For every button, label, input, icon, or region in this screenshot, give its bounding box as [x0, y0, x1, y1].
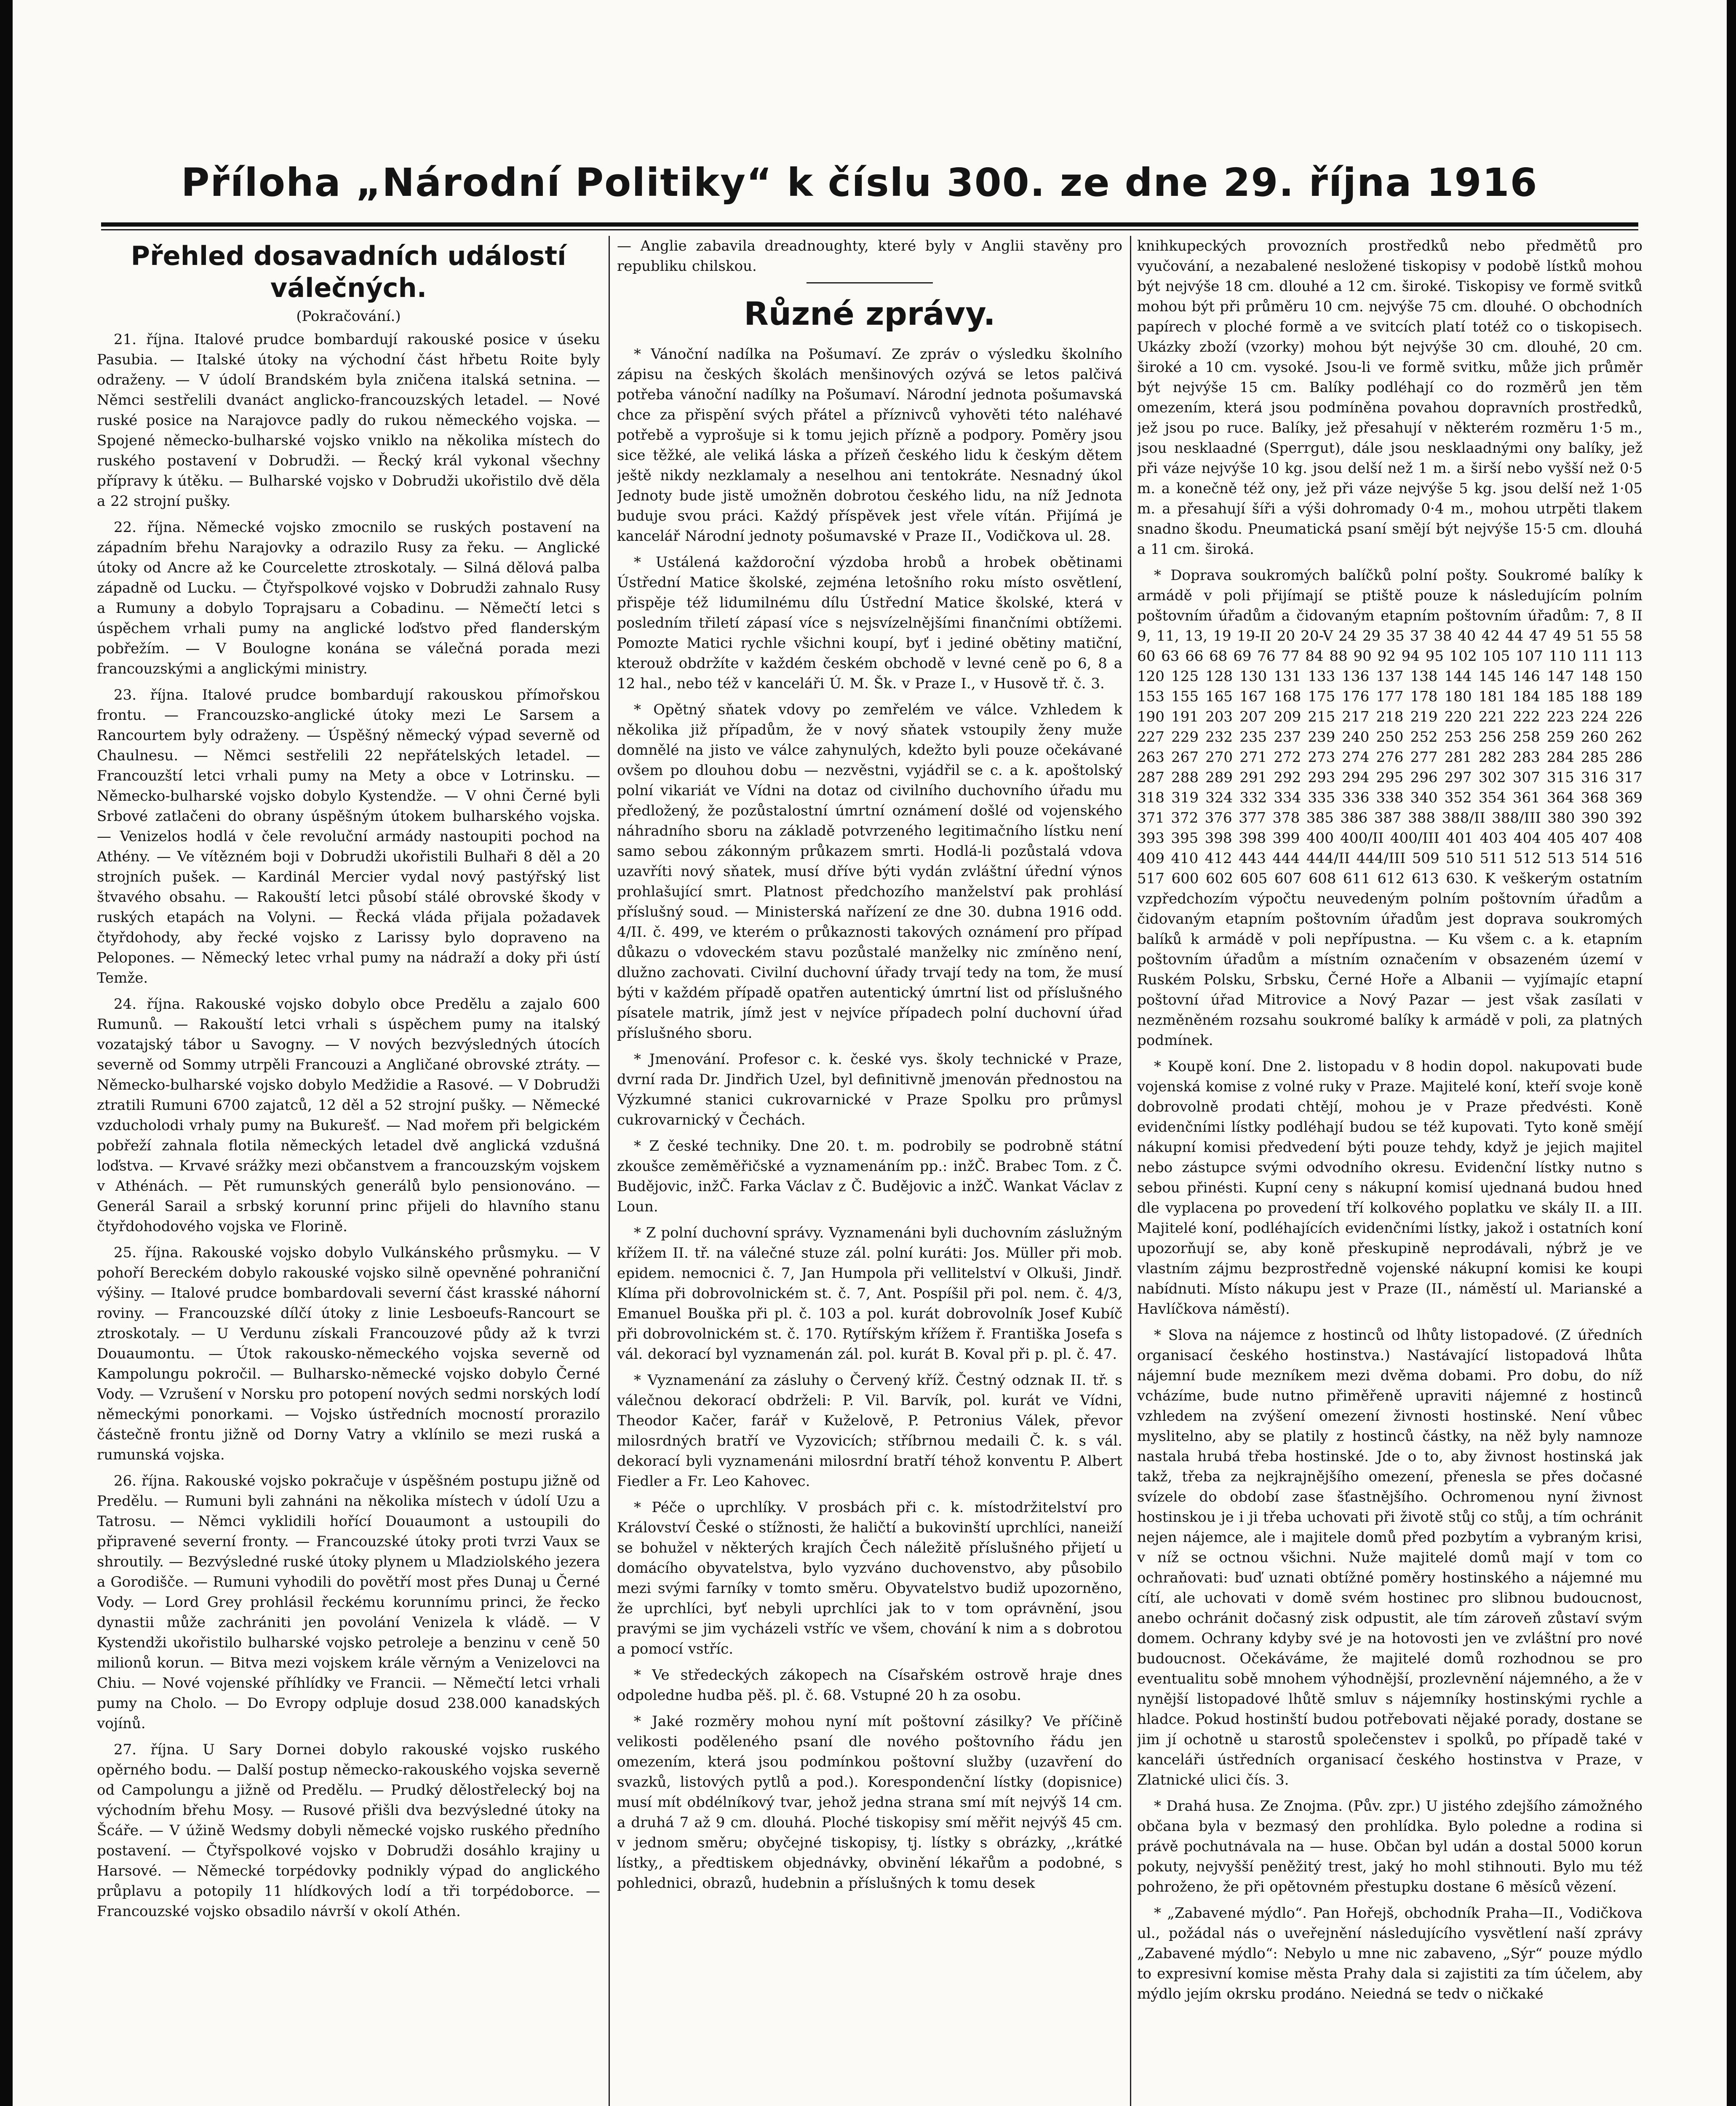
- column-3: [1137, 236, 1643, 2106]
- news-item: * „Zabavené mýdlo“. Pan Hořejš, obchodník Praha—II., Vodičkova ul., požádal nás o uveřejnění následujícího vysvětlení naší zprávy „Zabavené mýdlo“: Nebylo u mne nic zabaveno, „Sýr“ pouze mýdlo to expresivní komise města Prahy dala si zajistiti za tím účelem, aby mýdlo jejím okrsku prodáno. Neiedná se tedv o ničkaké: [1137, 1905, 1643, 2002]
- masthead-rule-thin: [101, 229, 1638, 230]
- news-item: * Z polní duchovní správy. Vyznamenáni byli duchovním záslužným křížem II. tř. na válečné stuze zál. polní kuráti: Jos. Müller při mob. epidem. nemocnici č. 7, Jan Humpola při vellitelství v Olkuši, Jindř. Klíma při dobrovolnickém st. č. 7, Ant. Pospíšil při pol. nem. č. 4/3, Emanuel Bouška při pl. č. 103 a pol. kurát dobrovolník Josef Kubíč při dobrovolnickém st. č. 170. Rytířským křížem ř. Františka Josefa s vál. dekorací byl vyznamenán zál. pol. kurát B. Koval při p. pl. č. 47.: [617, 1224, 1122, 1363]
- column-divider: [609, 236, 610, 2106]
- news-item: * Drahá husa. Ze Znojma. (Pův. zpr.) U jistého zdejšího zámožného občana byla v bezmasý den prohlídka. Bylo poledne a rodina si právě pochutnávala na — huse. Občan byl udán a dostal 5000 korun pokuty, nejvyšší peněžitý trest, jaký ho mohl stihnouti. Bylo mu též pohroženo, že při opětovném přestupku dostane 6 měsíců vězení.: [1137, 1798, 1643, 1895]
- war-entry: 21. října. Italové prudce bombardují rakouské posice v úseku Pasubia. — Italské útoky na východní část hřbetu Roite byly odraženy. — V údolí Brandském byla zničena italská setnina. — Němci sestřelili dvanáct anglicko-francouzských letadel. — Nové ruské posice na Narajovce padly do rukou německého vojska. — Spojené německo-bulharské vojsko vniklo na několika místech do ruského postavení v Dobrudži. — Řecký král vykonal všechny přípravy k útěku. — Bulharské vojsko v Dobrudži ukořistilo dvě děla a 22 strojní pušky.: [97, 331, 600, 510]
- news-heading: Různé zprávy.: [744, 295, 996, 332]
- news-item: * Doprava soukromých balíčků polní pošty. Soukromé balíky k armádě v poli přijímají se ptiště pouze k následujícím polním poštovním úřadům a čidovaným etapním poštovním úřadům: 7, 8 II 9, 11, 13, 19 19-II 20 20-V 24 29 35 37 38 40 42 44 47 49 51 55 58 60 63 66 68 69 76 77 84 88 90 92 94 95 102 105 107 110 111 113 120 125 128 130 131 133 136 137 138 144 145 146 147 148 150 153 155 165 167 168 175 176 177 178 180 181 184 185 188 189 190 191 203 207 209 215 217 218 219 220 221 222 223 224 226 227 229 232 235 237 239 240 250 252 253 256 258 259 260 262 263 267 270 271 272 273 274 276 277 281 282 283 284 285 286 287 288 289 291 292 293 294 295 296 297 302 307 315 316 317 318 319 324 332 334 335 336 338 340 352 354 361 364 368 369 371 372 376 377 378 385 386 387 388 388/II 388/III 380 390 392 393 395 398 398 399 400 400/II 400/III 401 403 404 405 407 408 409 410 412 443 444 444/II 444/III 509 510 511 512 513 514 516 517 600 602 605 607 608 611 612 613 630. K veškerým ostatním vzpředchozím výpočtu neuvedeným polním poštovním úřadům a čidovaným etapním poštovním úřadům jest doprava soukromých balíků k armádě v poli nepřípustna. — Ku všem c. a k. etapním poštovním úřadům a místním označením v obsazeném území v Ruském Polsku, Srbsku, Černé Hoře a Albanii — vyjímajíc etapní poštovní úřad Mitrovice a Nový Pazar — jest však zasílati v nezměněném rozsahu soukromé balíky k armádě v poli, za platných podmínek.: [1137, 567, 1643, 1049]
- war-entry: 22. října. Německé vojsko zmocnilo se ruských postavení na západním břehu Narajovky a odrazilo Rusy za řeku. — Anglické útoky od Ancre až ke Courcelette ztroskotaly. — Silná dělová palba západně od Lucku. — Čtyřspolkové vojsko v Dobrudži zahnalo Rusy a Rumuny a dobylo Toprajsaru a Cobadinu. — Němečtí letci s úspěchem vrhali pumy na anglické loďstvo před flanderským pobřežím. — V Boulogne konána se válečná porada mezi francouzskými a anglickými ministry.: [97, 519, 600, 677]
- news-item: * Ustálená každoroční výzdoba hrobů a hrobek obětinami Ústřední Matice školské, zejména letošního roku místo osvětlení, přispěje též lidumilnému dílu Ústřední Matice školské, která v posledním třiletí zápasí více s nejsvízelnějšími finančními obtížemi. Pomozte Matici rychle všichni koupí, byť i jediné obětiny matiční, kterouž obdržíte v každém českém obchodě v levné ceně po 6, 8 a 12 hal., nebo též v kanceláři Ú. M. Šk. v Praze I., v Husově tř. č. 3.: [617, 554, 1122, 692]
- war-entry: 25. října. Rakouské vojsko dobylo Vulkánského průsmyku. — V pohoří Bereckém dobylo rakouské vojsko silně opevněné pohraniční výšiny. — Italové prudce bombardovali severní část krasské náhorní roviny. — Francouzské dílčí útoky z linie Lesboeufs-Rancourt se ztroskotaly. — U Verdunu získali Francouzové půdy až k tvrzi Douaumontu. — Útok rakousko-německého vojska severně od Kampolungu pokročil. — Bulharsko-německé vojsko dobylo Černé Vody. — Vzrušení v Norsku pro potopení nových sedmi norských lodí německými ponorkami. — Vojsko ústředních mocností prorazilo částečně frontu jižně od Dorny Vatry a vklínilo se mezi ruská a rumunská vojska.: [97, 1244, 600, 1463]
- masthead: Příloha „Národní Politiky“ k číslu 300. ze dne 29. října 1916: [181, 160, 1538, 205]
- news-item: * Jaké rozměry mohou nyní mít poštovní zásilky? Ve příčině velikosti poděleného psaní dle nového poštovního řádu jen omezením, která jsou podmínkou poštovní služby (uzavření do svazků, listových pytlů a pod.). Korespondenční lístky (dopisnice) musí mít obdélníkový tvar, jehož jedna strana smí mít nejvýš 14 cm. a druhá 7 až 9 cm. dlouhá. Ploché tiskopisy smí měřit nejvýš 45 cm. v jednom směru; obyčejné tiskopisy, tj. lístky s obrázky, ,,krátké lístky,, a předtiskem objednávky, obvinění lékařům a podobné, s pohlednici, obrazů, hudebnin a příslušných k tomu desek: [617, 1713, 1122, 1892]
- news-item: * Koupě koní. Dne 2. listopadu v 8 hodin dopol. nakupovati bude vojenská komise z volné ruky v Praze. Majitelé koní, kteří svoje koně dobrovolně prodati chtějí, mohou je v Praze předvésti. Koně evidenčními lístky podléhají budou se též kupovati. Tyto koně smějí nákupní komisi předvedení býti pouze tehdy, když je jejich majitel nebo zástupce svými odvodního okresu. Evidenční lístky nutno s sebou přinésti. Kupní ceny s nákupní komisí ujednaná budou hned dle vyplacena po provedení tří kolkového poplatku ve skály II. a III. Majitelé koní, podléhajících evidenčními lístky, jakož i ostatních koní upozorňují se, aby koně přeskupině neprodávali, nýbrž je ve vlastním zájmu bezprostředně vojenské nákupní komisi ke koupi nabídnuti. Místo nákupu jest v Praze (II., náměstí ul. Marianské a Havlíčkova náměstí).: [1137, 1058, 1643, 1318]
- news-item: * Péče o uprchlíky. V prosbách při c. k. místodržitelství pro Království České o stížnosti, že haličtí a bukovinští uprchlíci, naneiží se bohužel v některých krajích Čech náležitě příslušného přijetí u domácího obyvatelstva, bylo vyzváno duchovenstvo, aby působilo mezi svými farníky v tomto směru. Obyvatelstvo budiž upozorněno, že uprchlíci, byť nebyli uprchlíci jak to v tom oprávnění, jsou pravými se jim vycházeli vstříc ve všem, chování k nim a s dobrotou a pomocí vstříc.: [617, 1499, 1122, 1657]
- war-entry-continued: — Anglie zabavila dreadnoughty, které byly v Anglii stavěny pro republiku chilskou.: [617, 238, 1122, 275]
- news-item: * Vánoční nadílka na Pošumaví. Ze zpráv o výsledku školního zápisu na českých školách menšinových ozývá se letos palčivá potřeba vánoční nadílky na Pošumaví. Národní jednota pošumavská chce za přispění svých přátel a příznivců vyhověti této naléhavé potřebě a vyprošuje si k tomu jejich přízně a podpory. Poměry jsou sice těžké, ale veliká láska a přízeň českého lidu k českým dětem ještě nikdy nezklamaly a neselhou ani tentokráte. Nesnadný úkol Jednoty bude jistě umožněn dobrotou českého lidu, na níž Jednota buduje svou práci. Každý příspěvek jest vřele vítán. Přijímá je kancelář Národní jednoty pošumavské v Praze II., Vodičkova ul. 28.: [617, 346, 1122, 545]
- news-item: * Jmenování. Profesor c. k. české vys. školy technické v Praze, dvrní rada Dr. Jindřich Uzel, byl definitivně jmenován přednostou na Výzkumné stanici cukrovarnické v Praze Spolku pro průmysl cukrovarnický v Čechách.: [617, 1051, 1122, 1128]
- column-divider: [1130, 236, 1131, 2106]
- column-2: [617, 236, 1122, 2106]
- news-item: * Opětný sňatek vdovy po zemřelém ve válce. Vzhledem k několika již případům, že v nový sňatek vstoupily ženy muže domnělé na jisto ve válce zahynulých, kdežto byli pouze očekávané ovšem po dlouhou dobu — nezvěstni, vyjádřil se c. a k. apoštolský polní vikariát ve Vídni na dotaz od civilního duchovního úřadu mu předložený, že pozůstalostní úmrtní oznámení došlé od vojenského náhradního sboru na základě potvrzeného legitimačního lístku není samo sebou zákonným průkazem smrti. Hodlá-li pozůstalá vdova uzavříti nový sňatek, musí dříve býti vydán zvláštní úřední výnos prohlašující smrt. Platnost předchozího manželství pak prohlásí příslušný soud. — Ministerská nařízení ze dne 30. dubna 1916 odd. 4/II. č. 499, ve kterém o průkaznosti takových oznámení pro případ důkazu o vdoveckém stavu pozůstalé manželky nic zmíněno není, dlužno zachovati. Civilní duchovní úřady trvají tedy na tom, že musí býti v každém případě opatřen autentický úmrtní list od příslušného písatele matrik, jímž jest v nejvíce případech polní duchovní úřad příslušného sboru.: [617, 701, 1122, 1042]
- news-item: * Slova na nájemce z hostinců od lhůty listopadové. (Z úředních organisací českého hostinstva.) Nastávající listopadová lhůta nájemní bude mezníkem mezi dvěma dobami. Pro dobu, do níž vcházíme, bude nutno přiměřeně upraviti nájemné z hostinců vzhledem na zvýšení omezení živnosti hostinské. Není vůbec myslitelno, aby se platily z hostinců částky, na něž byly namnoze nastala hrubá třeba hostinské. Jde o to, aby živnost hostinská jak takž, třeba za nejkrajnějšího omezení, přenesla se přes dočasné svízele do období zase šťastnějšího. Ochromenou nyní živnost hostinskou je i ji třeba uchovati při životě stůj co stůj, a tím ochránit nejen nájemce, ale i majitele domů před pozbytím a vybraným krisi, v níž se octnou všichni. Nuže majitelé domů mají v tom co ochraňovati: buď uznati obtížné poměry hostinského a nájemné mu cítí, ale uchovati v domě svém hostinec pro slibnou budoucnost, anebo ochránit dočasný zisk odpustit, ale tím zároveň zůstaví svým domem. Ochrany kdyby své je na hotovosti jen ve zvláštní pro nové budoucnost. Očekáváme, že majitelé domů rozhodnou se pro eventualitu sobě mnohem výhodnější, prozlevnění nájemného, a že v nynější listopadové lhůtě smluv s nájemníky hostinskými rychle a hladce. Pokud hostinští budou potřebovati nějaké porady, dostane se jim jí ochotně u starostů společenstev i spolků, po případě také v kanceláři ústředních organisací českého hostinstva v Praze, v Zlatnické ulici čís. 3.: [1137, 1327, 1643, 1788]
- war-entry: 26. října. Rakouské vojsko pokračuje v úspěšném postupu jižně od Predělu. — Rumuni byli zahnáni na několika místech v údolí Uzu a Tatrosu. — Němci vyklidili hořící Douaumont a ustoupili do připravené severní fronty. — Francouzské útoky proti tvrzi Vaux se shroutily. — Bezvýsledné ruské útoky plynem u Mladziolského jezera a Gorodišče. — Rumuni vyhodili do povětří most přes Dunaj u Černé Vody. — Lord Grey prohlásil řeckému korunnímu princi, že řecko dynastii může zachrániti jen povolání Venizela k vládě. — V Kystendži ukořistilo bulharské vojsko petroleje a benzinu v ceně 50 milionů korun. — Bitva mezi vojskem krále věrným a Venizelovci na Chiu. — Nové vojenské příhlídky ve Francii. — Němečtí letci vrhali pumy na Cholo. — Do Evropy odpluje dosud 238.000 kanadských vojínů.: [97, 1473, 600, 1732]
- news-item: * Z české techniky. Dne 20. t. m. podrobily se podrobně státní zkoušce zeměměřičské a vyznamenáním pp.: inžČ. Brabec Tom. z Č. Budějovic, inžČ. Farka Václav z Č. Budějovic a inžČ. Wankat Václav z Loun.: [617, 1138, 1122, 1215]
- news-item: * Ve středeckých zákopech na Císařském ostrově hraje dnes odpoledne hudba pěš. pl. č. 68. Vstupné 20 h za osobu.: [617, 1667, 1122, 1704]
- war-entry: 24. října. Rakouské vojsko dobylo obce Predělu a zajalo 600 Rumunů. — Rakouští letci vrhali s úspěchem pumy na italský vozatajský tábor u Savogny. — V nových bezvýsledných útocích severně od Sommy utrpěli Francouzi a Angličané obrovské ztráty. — Německo-bulharské vojsko dobylo Medžidie a Rasové. — V Dobrudži ztratili Rumuni 6700 zajatců, 12 děl a 52 strojní pušky. — Německé vzducholodi vrhaly pumy na Bukurešť. — Nad mořem při belgickém pobřeží zahnala flotila německých letadel dvě anglická vzdušná loďstva. — Krvavé srážky mezi občanstvem a francouzským vojskem v Athénách. — Pět rumunských generálů bylo pensionováno. — Generál Sarail a srbský korunní princ přijeli do hlavního stanu čtyřdohodového vojska ve Florině.: [97, 996, 600, 1235]
- section-rule: [807, 282, 933, 283]
- war-entry: 27. října. U Sary Dornei dobylo rakouské vojsko ruského opěrného bodu. — Další postup německo-rakouského vojska severně od Campolungu a jižně od Predělu. — Prudký dělostřelecký boj na východním břehu Mosy. — Rusové přišli dva bezvýsledné útoky na Šcáře. — V úžině Wedsmy dobyli německé vojsko ruského předního postavení. — Čtyřspolkové vojsko v Dobrudži dosáhlo krajiny u Harsové. — Německé torpédovky podnikly výpad do anglického průplavu a potopily 11 hlídkových lodí a tři torpédoborce. — Francouzské vojsko obsadilo návrší v okolí Athén.: [97, 1741, 600, 1920]
- war-overview-title: Přehled dosavadních událostí válečných.: [131, 241, 566, 303]
- masthead-rule: [101, 222, 1638, 227]
- war-entry: 23. října. Italové prudce bombardují rakouskou přímořskou frontu. — Francouzsko-anglické útoky mezi Le Sarsem a Rancourtem byly odraženy. — Úspěšný německý výpad severně od Chaulnesu. — Němci sestřelili 22 nepřátelských letadel. — Francouzští letci vrhali pumy na Mety a obce v Lotrinsku. — Německo-bulharské vojsko dobylo Kystendže. — V ohni Černé byli Srbové zatlačeni do obrany úspěšným útokem bulharského vojska. — Venizelos hodlá v čele revoluční armády nastoupiti pochod na Athény. — Ve vítězném boji v Dobrudži ukořistili Bulhaři 8 děl a 20 strojních pušek. — Kardinál Mercier vydal nový pastýřský list štvavého obsahu. — Rakouští letci působí stálé obrovské škody v ruských etapách na Volyni. — Řecká vláda přijala požadavek čtyřdohody, aby řecké vojsko z Larissy bylo dopraveno na Pelopones. — Německý letec vrhal pumy na nádraží a doky při ústí Temže.: [97, 687, 600, 986]
- news-item-continued: knihkupeckých provozních prostředků nebo předmětů pro vyučování, a nezabalené nesložené tiskopisy v podobě lístků mohou být nejvýše 18 cm. dlouhé a 12 cm. široké. Tiskopisy ve formě svitků mohou být při průměru 10 cm. nejvýše 75 cm. dlouhé. O obchodních papírech v ploché formě a ve svitcích platí totéž co o tiskopisech. Ukázky zboží (vzorky) mohou být nejvýše 30 cm. dlouhé, 20 cm. široké a 10 cm. vysoké. Jsou-li ve formě svitku, může jich průměr být nejvýše 15 cm. Balíky podléhají co do rozměrů jen těm omezením, která jsou podmíněna povahou dopravních prostředků, jež jsou po ruce. Balíky, jež přesahují v některém rozměru 1·5 m., jsou nesklaadné (Sperrgut), dále jsou nesklaadnými ony balíky, jež při váze nejvýše 10 kg. jsou delší než 1 m. a širší nebo vyšší než 0·5 m. a konečně též ony, jež při váze nejvýše 5 kg. jsou delší než 1·05 m. a přesahují šíři a výši dohromady 0·4 m., mohou utrpěti tlakem snadno škodu. Pneumatická psaní smějí být nejvýše 15·5 cm. dlouhá a 11 cm. široká.: [1137, 238, 1643, 558]
- news-item: * Vyznamenání za zásluhy o Červený kříž. Čestný odznak II. tř. s válečnou dekorací obdrželi: P. Vil. Barvík, pol. kurát ve Vídni, Theodor Kačer, farář v Kuželově, P. Petronius Válek, převor milosrdných bratří ve Vyzovicích; stříbrnou medaili Č. k. s vál. dekorací byli vyznamenáni milosrdní bratří téhož konventu P. Albert Fiedler a Fr. Leo Kahovec.: [617, 1372, 1122, 1490]
- war-overview-subtitle: (Pokračování.): [296, 308, 401, 325]
- column-1: [97, 236, 600, 2106]
